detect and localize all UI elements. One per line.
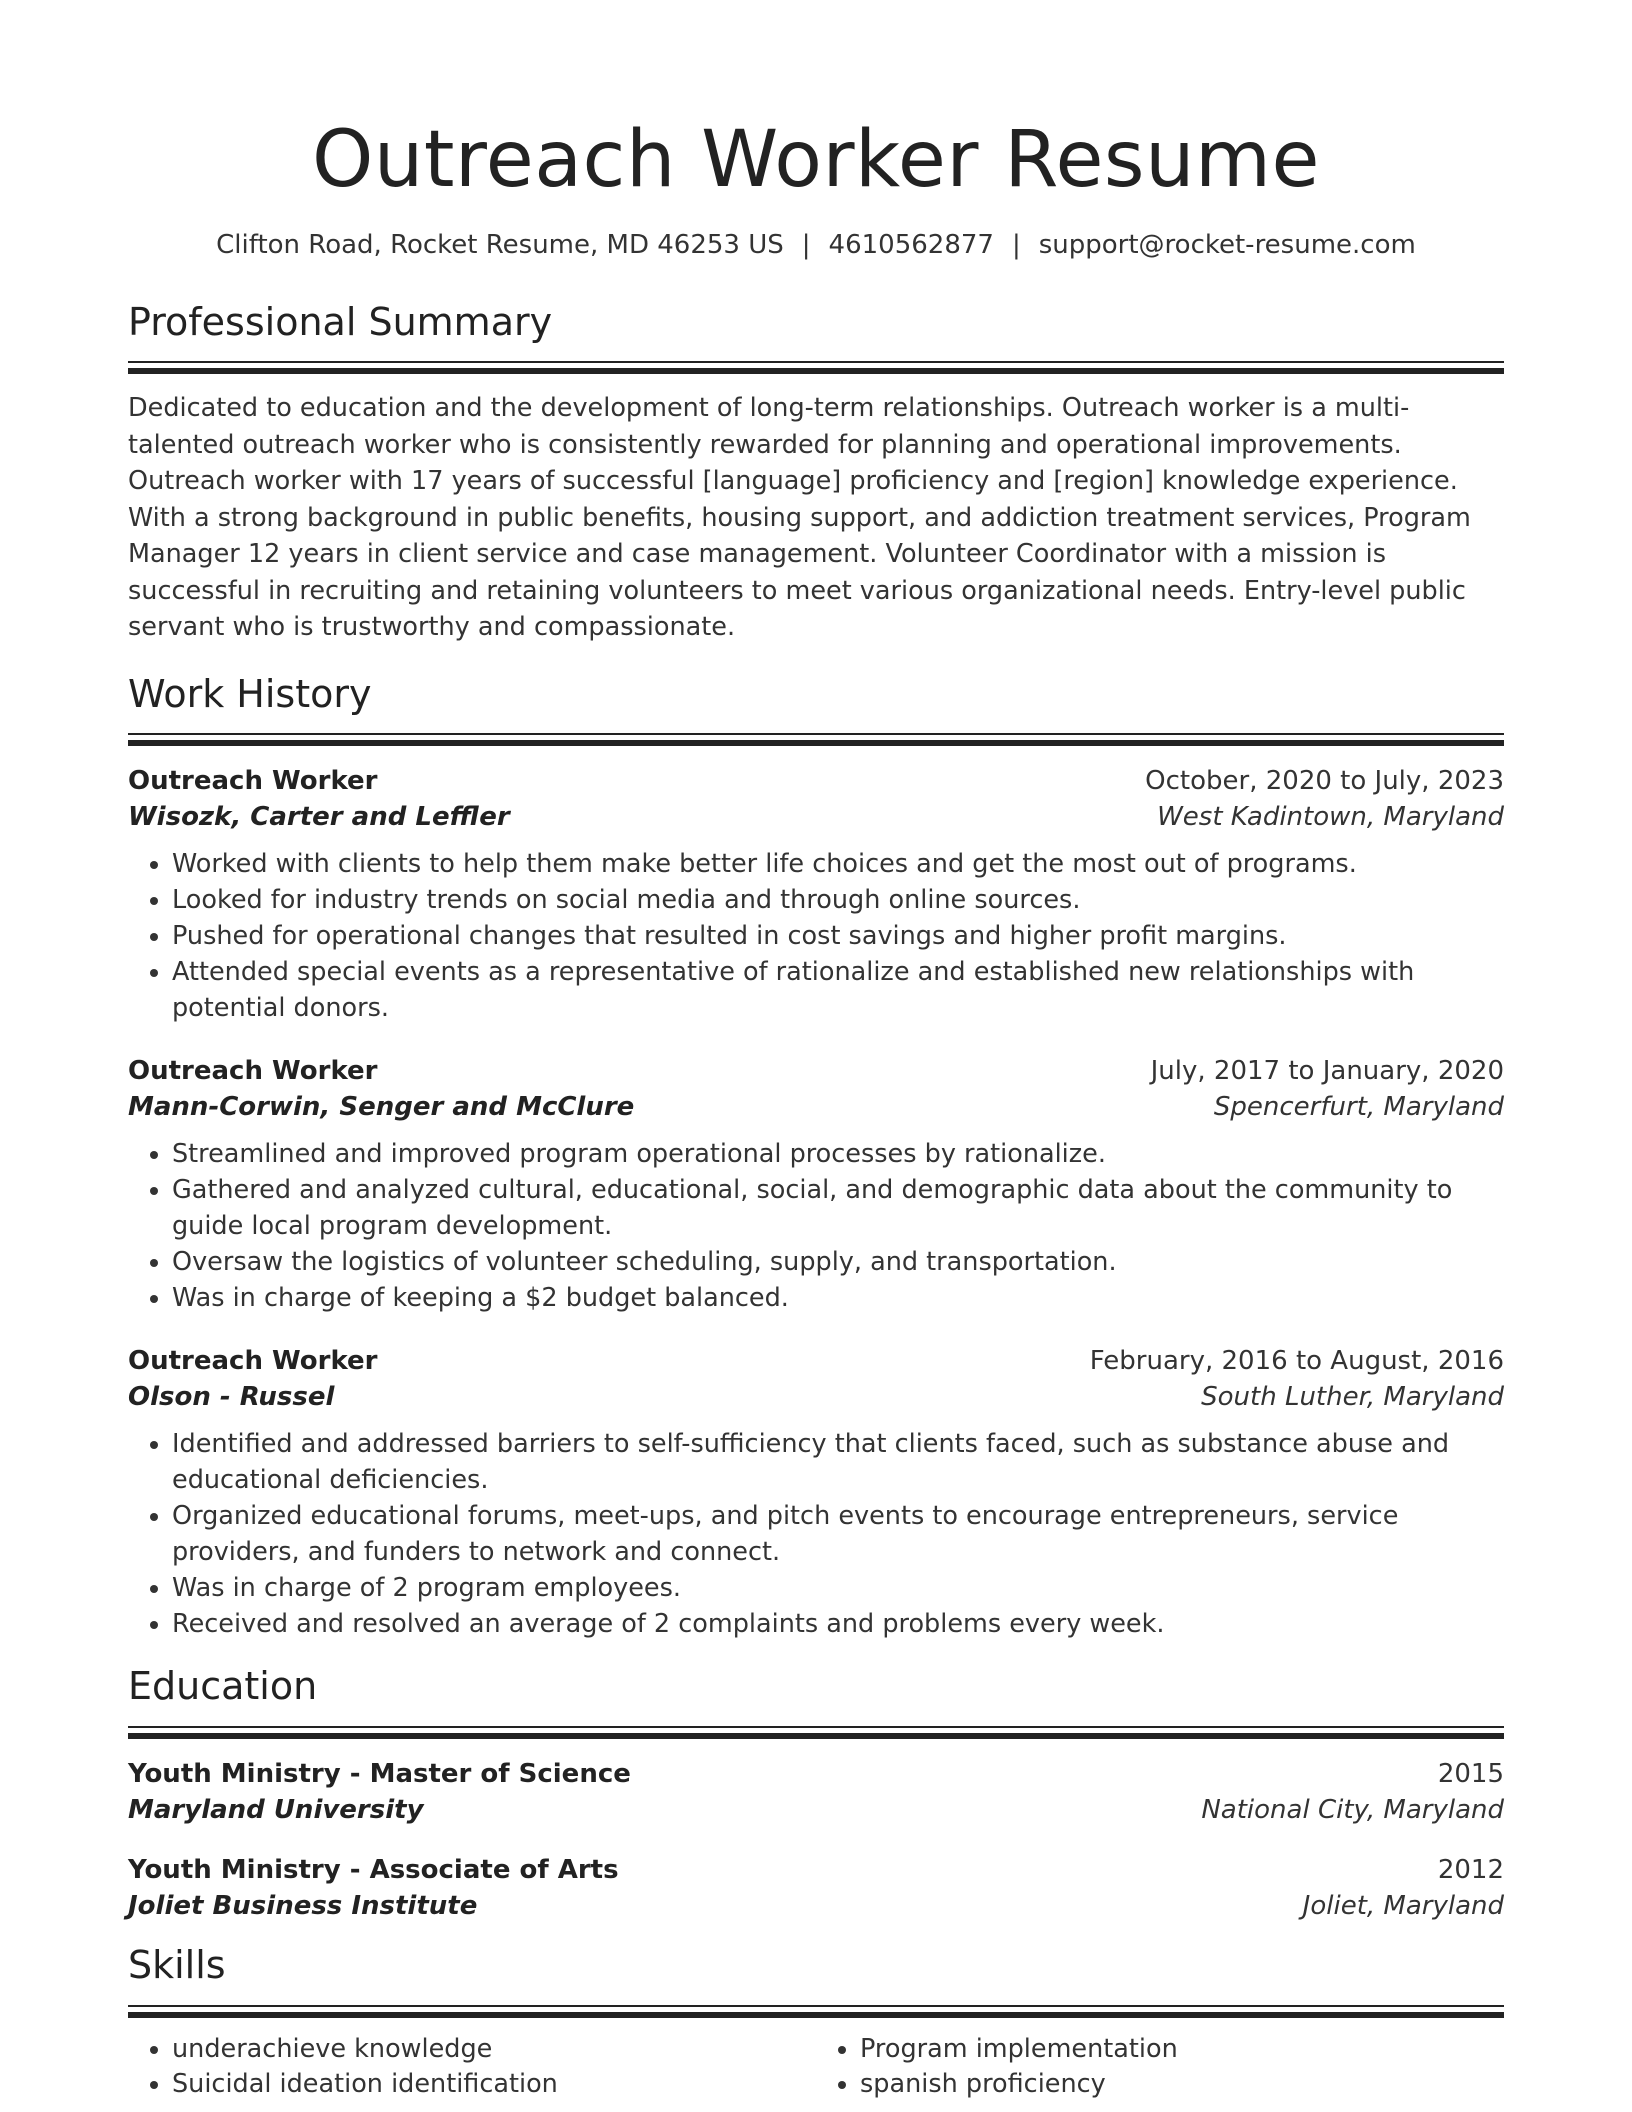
education-year: 2012 [1437, 1855, 1504, 1886]
contact-separator: | [801, 229, 811, 260]
job-title: Outreach Worker [128, 1346, 378, 1377]
job-duty: • Organized educational forums, meet-ups, and pitch events to encourage entrepreneurs, service providers, and funders to network and connect. [172, 1498, 1504, 1570]
education-section [128, 1664, 1504, 1921]
section-divider [128, 361, 1504, 374]
skill-item: • spanish proficiency [860, 2067, 1504, 2102]
job-dates: October, 2020 to July, 2023 [1145, 766, 1504, 797]
job-duty: • Gathered and analyzed cultural, educational, social, and demographic data about the community to guide local program development. [172, 1172, 1504, 1244]
job-duty: • Streamlined and improved program operational processes by rationalize. [172, 1136, 1504, 1172]
education-school: Joliet Business Institute [128, 1891, 478, 1922]
job-entry [128, 766, 1504, 1026]
skill-item: • Suicidal ideation identification [172, 2067, 816, 2102]
section-heading-work: Work History [128, 671, 372, 716]
job-company: Mann-Corwin, Senger and McClure [128, 1092, 635, 1123]
job-duty: • Was in charge of keeping a $2 budget balanced. [172, 1280, 1504, 1316]
job-company: Olson - Russel [128, 1382, 335, 1413]
job-duty: • Oversaw the logistics of volunteer scheduling, supply, and transportation. [172, 1244, 1504, 1280]
section-divider [128, 733, 1504, 746]
job-entry [128, 1346, 1504, 1642]
job-duties-list [128, 1426, 1504, 1642]
job-title: Outreach Worker [128, 1056, 378, 1087]
job-duties-list [128, 1136, 1504, 1316]
education-degree: Youth Ministry - Associate of Arts [128, 1855, 619, 1886]
skills-list-right [816, 2032, 1504, 2102]
job-duties-list [128, 846, 1504, 1026]
job-duty: • Worked with clients to help them make better life choices and get the most out of programs. [172, 846, 1504, 882]
contact-separator: | [1011, 229, 1021, 260]
skills-section [128, 1943, 1504, 2102]
education-entry [128, 1855, 1504, 1921]
contact-address: Clifton Road, Rocket Resume, MD 46253 US [216, 229, 784, 260]
section-heading-skills: Skills [128, 1943, 226, 1988]
education-degree: Youth Ministry - Master of Science [128, 1759, 631, 1790]
work-history-section [128, 672, 1504, 1643]
education-year: 2015 [1437, 1759, 1504, 1790]
job-location: South Luther, Maryland [1201, 1382, 1504, 1413]
job-duty: • Received and resolved an average of 2 complaints and problems every week. [172, 1606, 1504, 1642]
job-duty: • Identified and addressed barriers to self-sufficiency that clients faced, such as substance abuse and educational deficiencies. [172, 1426, 1504, 1498]
job-duty: • Pushed for operational changes that resulted in cost savings and higher profit margins. [172, 918, 1504, 954]
job-location: Spencerfurt, Maryland [1213, 1092, 1504, 1123]
skill-item: • underachieve knowledge [172, 2032, 816, 2067]
skill-item: • Program implementation [860, 2032, 1504, 2067]
summary-text: Dedicated to education and the development of long-term relationships. Outreach worker is a multi-talented outreach worker who is consistently rewarded for planning and operational improvements. Outreach worker with 17 years of successful [language] proficiency and [region] knowledge experience. With a strong background in public benefits, housing support, and addiction treatment services, Program Manager 12 years in client service and case management. Volunteer Coordinator with a mission is successful in recruiting and retaining volunteers to meet various organizational needs. Entry-level public servant who is trustworthy and compassionate. [128, 393, 1471, 643]
job-duty: • Attended special events as a representative of rationalize and established new relationships with potential donors. [172, 954, 1504, 1026]
section-heading-summary: Professional Summary [128, 299, 553, 344]
section-divider [128, 2005, 1504, 2018]
job-duty: • Was in charge of 2 program employees. [172, 1570, 1504, 1606]
resume-title: Outreach Worker Resume [312, 115, 1320, 205]
education-entry [128, 1759, 1504, 1825]
section-divider [128, 1726, 1504, 1739]
education-location: National City, Maryland [1201, 1795, 1504, 1826]
contact-phone: 4610562877 [828, 229, 994, 260]
skills-list-left [128, 2032, 816, 2102]
job-location: West Kadintown, Maryland [1157, 802, 1504, 833]
job-duty: • Looked for industry trends on social media and through online sources. [172, 882, 1504, 918]
education-location: Joliet, Maryland [1302, 1891, 1504, 1922]
education-school: Maryland University [128, 1795, 424, 1826]
summary-section [128, 300, 1504, 646]
job-entry [128, 1056, 1504, 1316]
job-company: Wisozk, Carter and Leffler [128, 802, 510, 833]
job-dates: July, 2017 to January, 2020 [1150, 1056, 1504, 1087]
contact-line [128, 230, 1504, 260]
job-dates: February, 2016 to August, 2016 [1089, 1346, 1504, 1377]
section-heading-education: Education [128, 1664, 318, 1709]
job-title: Outreach Worker [128, 766, 378, 797]
contact-email: support@rocket-resume.com [1038, 229, 1416, 260]
skills-columns [128, 2018, 1504, 2102]
